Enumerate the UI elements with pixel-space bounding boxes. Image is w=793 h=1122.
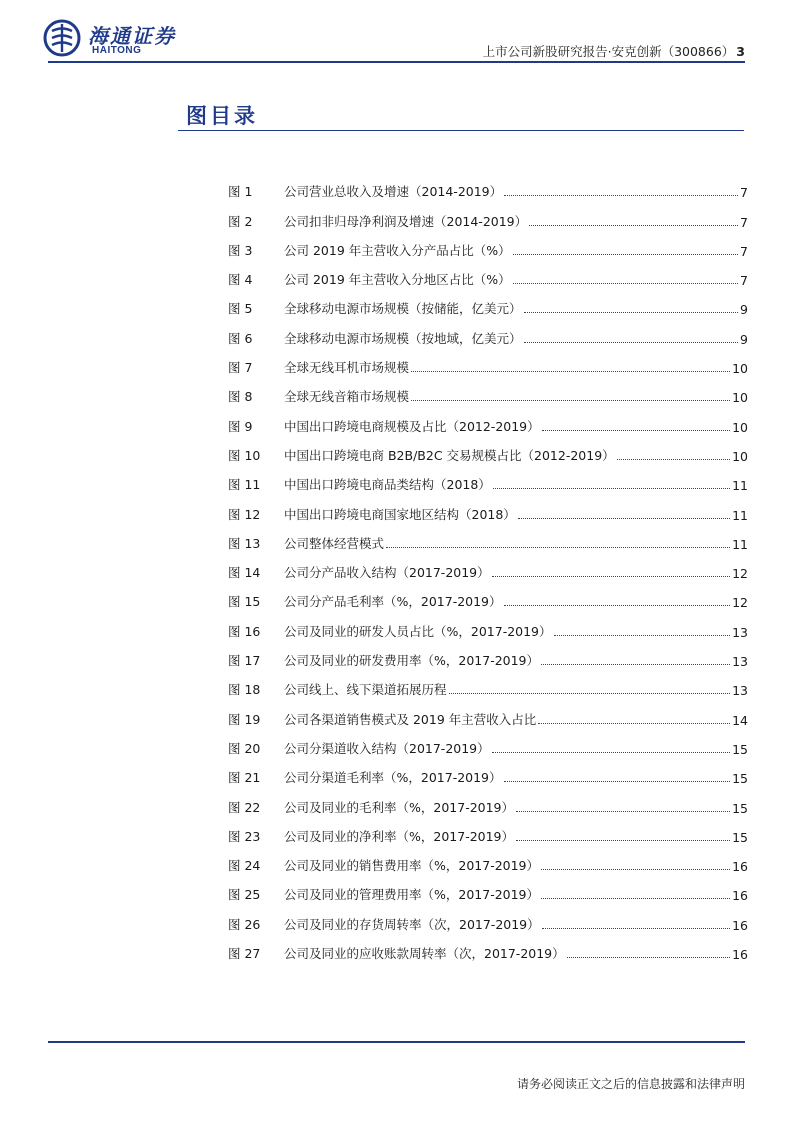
toc-entry-title: 公司线上、线下渠道拓展历程: [284, 682, 447, 698]
toc-entry[interactable]: [228, 200, 748, 229]
toc-entry[interactable]: [228, 669, 748, 698]
toc-entry-title: 公司及同业的研发费用率（%，2017-2019）: [284, 653, 540, 669]
toc-entry-title: 公司及同业的存货周转率（次，2017-2019）: [284, 916, 540, 932]
toc-entry-label: 图 3: [228, 242, 253, 258]
toc-entry-leader-dots: [538, 723, 730, 724]
toc-entry-leader-dots: [542, 430, 730, 431]
toc-entry-leader-dots: [516, 840, 730, 841]
toc-entry-page: 13: [732, 683, 748, 699]
toc-entry-leader-dots: [617, 459, 730, 460]
footer-divider: [48, 1041, 745, 1043]
toc-entry[interactable]: [228, 698, 748, 727]
toc-entry-title: 公司及同业的毛利率（%，2017-2019）: [284, 799, 515, 815]
toc-entry-page: 10: [732, 419, 748, 435]
toc-entry[interactable]: [228, 581, 748, 610]
toc-entry-title: 全球移动电源市场规模（按储能，亿美元）: [284, 301, 522, 317]
toc-entry-title: 公司分渠道收入结构（2017-2019）: [284, 740, 490, 756]
toc-entry-page: 16: [732, 888, 748, 904]
toc-entry-leader-dots: [504, 781, 731, 782]
toc-entry-title: 公司分产品毛利率（%，2017-2019）: [284, 594, 502, 610]
toc-entry-label: 图 23: [228, 828, 261, 844]
toc-entry[interactable]: [228, 552, 748, 581]
toc-entry-leader-dots: [492, 576, 730, 577]
toc-entry-leader-dots: [554, 635, 731, 636]
toc-entry-leader-dots: [541, 664, 730, 665]
footer-disclaimer: 请务必阅读正文之后的信息披露和法律声明: [516, 1077, 745, 1091]
toc-entry[interactable]: [228, 933, 748, 962]
toc-entry-leader-dots: [493, 488, 730, 489]
toc-entry-leader-dots: [518, 518, 730, 519]
toc-entry-leader-dots: [524, 312, 738, 313]
toc-entry-label: 图 27: [228, 946, 261, 962]
toc-entry-title: 公司 2019 年主营收入分地区占比（%）: [284, 272, 511, 288]
report-header: [483, 42, 745, 60]
toc-entry-label: 图 25: [228, 887, 261, 903]
toc-entry-page: 10: [732, 448, 748, 464]
toc-entry-title: 公司及同业的应收账款周转率（次，2017-2019）: [284, 946, 565, 962]
toc-entry-leader-dots: [411, 371, 730, 372]
toc-entry-leader-dots: [513, 283, 738, 284]
toc-entry-label: 图 24: [228, 858, 261, 874]
haitong-logo: [42, 18, 192, 58]
toc-entry-title: 公司及同业的管理费用率（%，2017-2019）: [284, 887, 540, 903]
toc-title: 图目录: [186, 104, 258, 128]
toc-entry-label: 图 10: [228, 447, 261, 463]
toc-entry-title: 中国出口跨境电商品类结构（2018）: [284, 477, 491, 493]
toc-entry-leader-dots: [449, 693, 731, 694]
toc-entry-page: 12: [732, 595, 748, 611]
toc-entry[interactable]: [228, 757, 748, 786]
toc-entry-leader-dots: [541, 898, 730, 899]
toc-entry-page: 11: [732, 536, 748, 552]
toc-entry-leader-dots: [411, 400, 730, 401]
toc-entry-title: 公司及同业的销售费用率（%，2017-2019）: [284, 858, 540, 874]
toc-entry[interactable]: [228, 816, 748, 845]
toc-entry-title: 公司整体经营模式: [284, 535, 385, 551]
toc-entry[interactable]: [228, 230, 748, 259]
toc-entry-title: 公司分渠道毛利率（%，2017-2019）: [284, 770, 502, 786]
toc-entry-title: 公司扣非归母净利润及增速（2014-2019）: [284, 213, 528, 229]
toc-entry-page: 11: [732, 507, 748, 523]
header-divider: [48, 61, 745, 63]
haitong-logo-icon: [42, 18, 82, 58]
toc-entry-label: 图 26: [228, 916, 261, 932]
toc-entry[interactable]: [228, 640, 748, 669]
toc-entry-label: 图 2: [228, 213, 253, 229]
toc-entry-label: 图 22: [228, 799, 261, 815]
toc-entry[interactable]: [228, 493, 748, 522]
toc-entry[interactable]: [228, 903, 748, 932]
toc-entry-label: 图 11: [228, 477, 261, 493]
toc-entry-title: 公司各渠道销售模式及 2019 年主营收入占比: [284, 711, 537, 727]
toc-entry-label: 图 9: [228, 418, 253, 434]
toc-entry-label: 图 6: [228, 330, 253, 346]
toc-entry-page: 11: [732, 478, 748, 494]
toc-entry-leader-dots: [386, 547, 730, 548]
toc-entry[interactable]: [228, 259, 748, 288]
toc-entry[interactable]: [228, 845, 748, 874]
toc-entry-leader-dots: [542, 928, 730, 929]
toc-entry-title: 全球移动电源市场规模（按地域，亿美元）: [284, 330, 522, 346]
toc-entry-title: 公司营业总收入及增速（2014-2019）: [284, 184, 503, 200]
logo-english-text: HAITONG: [92, 45, 142, 56]
toc-entry-leader-dots: [516, 811, 730, 812]
toc-entry-page: 10: [732, 390, 748, 406]
toc-entry-title: 中国出口跨境电商 B2B/B2C 交易规模占比（2012-2019）: [284, 447, 615, 463]
toc-entry-title: 公司及同业的研发人员占比（%，2017-2019）: [284, 623, 552, 639]
toc-entry-page: 7: [740, 273, 748, 289]
toc-entry-leader-dots: [513, 254, 738, 255]
toc-entry-page: 10: [732, 361, 748, 377]
toc-entry[interactable]: [228, 523, 748, 552]
toc-entry-page: 16: [732, 917, 748, 933]
toc-entry[interactable]: [228, 317, 748, 346]
toc-entry-page: 15: [732, 800, 748, 816]
toc-entry-page: 16: [732, 859, 748, 875]
toc-entry-label: 图 16: [228, 623, 261, 639]
toc-entry[interactable]: [228, 376, 748, 405]
toc-entry[interactable]: [228, 786, 748, 815]
toc-entry-page: 13: [732, 624, 748, 640]
toc-entry-page: 9: [740, 331, 748, 347]
toc-entry-title: 公司分产品收入结构（2017-2019）: [284, 565, 490, 581]
toc-entry[interactable]: [228, 435, 748, 464]
report-title: 上市公司新股研究报告·安克创新（300866）: [482, 44, 735, 59]
toc-entry-leader-dots: [529, 225, 738, 226]
toc-entry-page: 14: [732, 712, 748, 728]
toc-entry[interactable]: [228, 610, 748, 639]
toc-entry[interactable]: [228, 874, 748, 903]
toc-entry-label: 图 21: [228, 770, 261, 786]
toc-entry-page: 13: [732, 654, 748, 670]
toc-entry-title: 全球无线耳机市场规模: [284, 360, 410, 376]
toc-entry-label: 图 8: [228, 389, 253, 405]
toc-entry-leader-dots: [504, 195, 738, 196]
toc-entry-page: 15: [732, 741, 748, 757]
toc-entry-page: 16: [732, 947, 748, 963]
page-number: 3: [736, 44, 745, 59]
toc-entry-title: 中国出口跨境电商国家地区结构（2018）: [284, 506, 516, 522]
toc-entry-label: 图 20: [228, 740, 261, 756]
toc-entry[interactable]: [228, 464, 748, 493]
figure-list: [228, 171, 748, 962]
toc-entry-label: 图 5: [228, 301, 253, 317]
toc-entry-title: 公司及同业的净利率（%，2017-2019）: [284, 828, 515, 844]
toc-entry-leader-dots: [567, 957, 730, 958]
toc-entry-page: 7: [740, 185, 748, 201]
toc-entry-page: 7: [740, 214, 748, 230]
toc-entry-label: 图 4: [228, 272, 253, 288]
toc-entry-title: 中国出口跨境电商规模及占比（2012-2019）: [284, 418, 540, 434]
toc-entry-leader-dots: [541, 869, 730, 870]
toc-entry-label: 图 15: [228, 594, 261, 610]
toc-entry[interactable]: [228, 405, 748, 434]
toc-entry-leader-dots: [524, 342, 738, 343]
toc-entry-page: 7: [740, 243, 748, 259]
toc-entry[interactable]: [228, 347, 748, 376]
toc-entry-title: 公司 2019 年主营收入分产品占比（%）: [284, 242, 511, 258]
toc-entry-page: 15: [732, 829, 748, 845]
toc-entry-page: 9: [740, 302, 748, 318]
toc-title-divider: [178, 130, 744, 131]
toc-entry-title: 全球无线音箱市场规模: [284, 389, 410, 405]
toc-entry-label: 图 18: [228, 682, 261, 698]
toc-entry[interactable]: [228, 728, 748, 757]
toc-entry[interactable]: [228, 288, 748, 317]
toc-entry-page: 15: [732, 771, 748, 787]
toc-entry-label: 图 13: [228, 535, 261, 551]
toc-entry-label: 图 1: [228, 184, 253, 200]
toc-entry-label: 图 12: [228, 506, 261, 522]
logo-chinese-text: 海通证券: [88, 24, 176, 48]
toc-entry-label: 图 17: [228, 653, 261, 669]
toc-entry-label: 图 19: [228, 711, 261, 727]
toc-entry-label: 图 7: [228, 360, 253, 376]
toc-entry-leader-dots: [492, 752, 730, 753]
toc-entry[interactable]: [228, 171, 748, 200]
toc-entry-leader-dots: [504, 605, 731, 606]
toc-entry-page: 12: [732, 566, 748, 582]
toc-entry-label: 图 14: [228, 565, 261, 581]
